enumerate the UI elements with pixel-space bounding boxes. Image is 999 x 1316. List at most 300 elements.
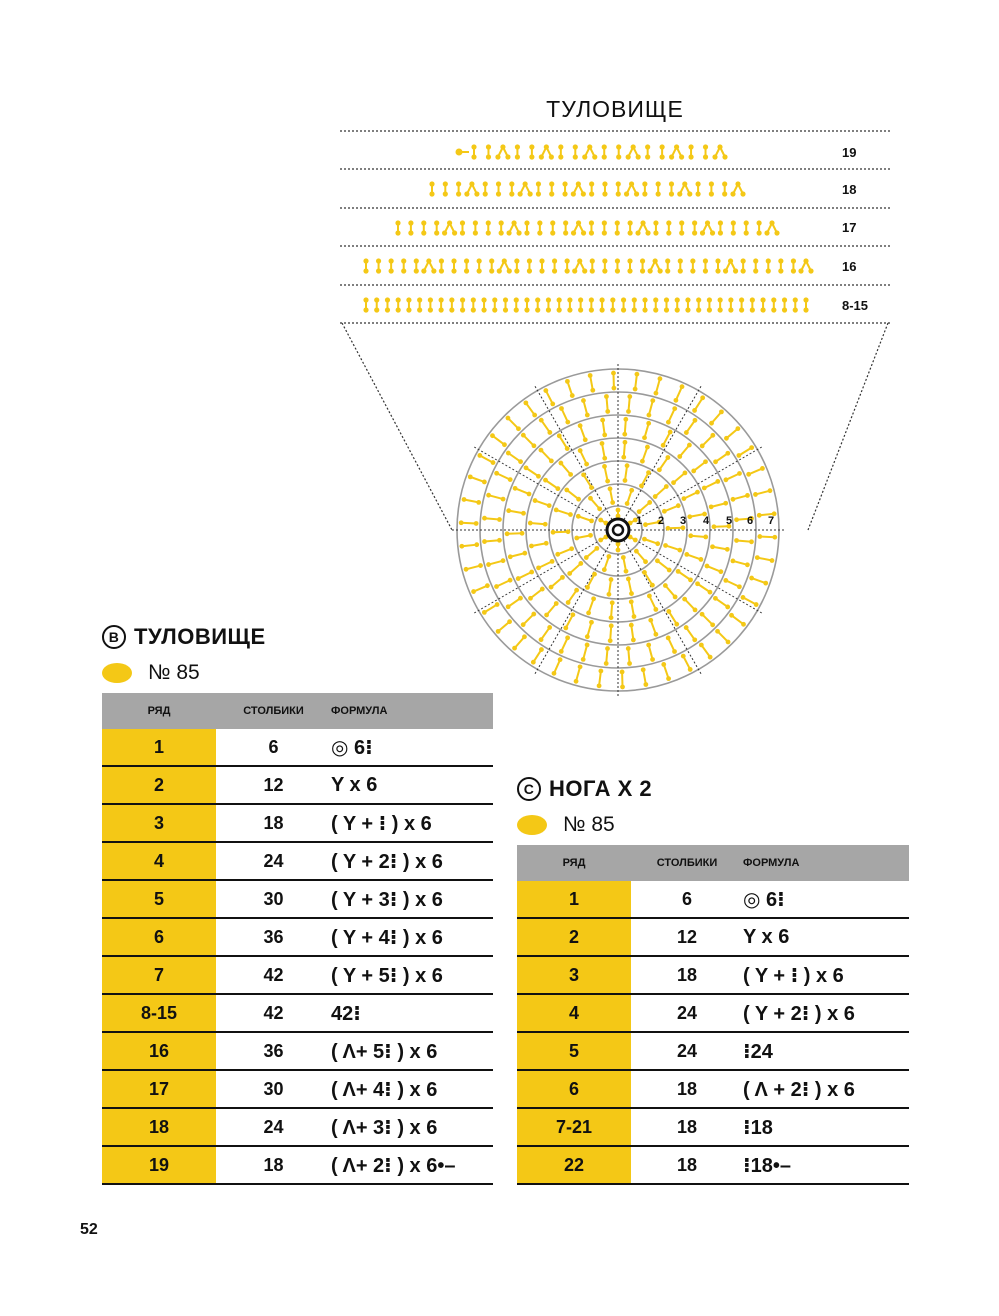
section-b-title [102,624,266,650]
single-crochet-icon [640,258,645,273]
single-crochet-icon [599,297,604,312]
stitches-cell: 18 [631,1070,743,1108]
single-crochet-icon [449,297,454,312]
round-stitch-icon [620,670,625,690]
round-stitch-icon [578,423,588,442]
decrease-icon [798,258,813,273]
formula-cell: ( Λ+ 2⁝ ) x 6•– [331,1146,493,1184]
row-number-cell: 3 [517,956,631,994]
stitches-cell: 18 [216,804,331,842]
round-stitch-icon [505,531,525,536]
single-crochet-icon [653,297,658,312]
decrease-icon [730,181,745,196]
yarn-swatch-icon [517,815,547,835]
table-row [102,804,493,842]
single-crochet-icon [514,297,519,312]
single-crochet-icon [616,181,621,196]
single-crochet-icon [695,181,700,196]
single-crochet-icon [401,258,406,273]
round-stitch-icon [459,542,479,548]
round-chart [450,362,786,698]
section-c-title-text: НОГА Х 2 [549,776,653,801]
single-crochet-icon [703,144,708,159]
single-crochet-icon [483,181,488,196]
single-crochet-icon [473,220,478,235]
single-crochet-icon [589,181,594,196]
table-row [517,994,909,1032]
single-crochet-icon [590,258,595,273]
round-stitch-icon [581,643,590,662]
single-crochet-icon [690,258,695,273]
header-row: РЯД [517,845,631,881]
ring-label: 3 [680,515,687,527]
single-crochet-icon [492,297,497,312]
row-number-cell: 18 [102,1108,216,1146]
row-number-cell: 4 [102,842,216,880]
round-stitch-icon [633,372,640,392]
formula-cell: ⁝24 [743,1032,909,1070]
round-stitch-icon [647,398,656,417]
single-crochet-icon [628,220,633,235]
decrease-icon [635,220,650,235]
table-row [102,956,493,994]
single-crochet-icon [750,297,755,312]
single-crochet-icon [642,181,647,196]
single-crochet-icon [645,144,650,159]
round-stitch-icon [512,634,527,650]
ring-label: 6 [747,515,754,527]
ring-label: 5 [726,515,733,527]
round-stitch-icon [482,602,500,615]
round-stitch-icon [611,371,616,391]
round-stitch-icon [521,612,536,627]
row-number-cell: 2 [517,918,631,956]
round-stitch-icon [529,541,549,549]
single-crochet-icon [464,258,469,273]
round-stitch-icon [625,488,634,506]
row-number-cell: 1 [517,881,631,918]
table-row [517,1108,909,1146]
round-stitch-icon [684,552,703,562]
header-formula: ФОРМУЛА [331,693,493,729]
round-stitch-icon [609,600,615,620]
round-stitch-icon [715,629,730,644]
single-crochet-icon [715,258,720,273]
formula-cell: ( Λ+ 3⁝ ) x 6 [331,1108,493,1146]
formula-cell: ( Λ+ 5⁝ ) x 6 [331,1032,493,1070]
decrease-icon [582,144,597,159]
round-spoke [618,385,702,530]
single-crochet-icon [688,144,693,159]
round-stitch-icon [642,537,660,546]
round-stitch-icon [623,463,630,483]
table-row [102,918,493,956]
round-stitch-icon [741,595,759,607]
single-crochet-icon [460,297,465,312]
row-number-cell: 5 [517,1032,631,1070]
decrease-icon [571,220,586,235]
row-number-cell: 4 [517,994,631,1032]
round-stitch-icon [608,486,615,505]
single-crochet-icon [557,297,562,312]
single-crochet-icon [615,258,620,273]
single-crochet-icon [731,220,736,235]
table-row [517,1070,909,1108]
single-crochet-icon [550,220,555,235]
stitches-cell: 18 [631,1108,743,1146]
single-crochet-icon [675,297,680,312]
round-stitch-icon [731,493,750,502]
row-number-cell: 2 [102,766,216,804]
round-stitch-icon [468,474,487,484]
single-crochet-icon [679,220,684,235]
round-stitch-icon [604,646,610,666]
single-crochet-icon [669,181,674,196]
single-crochet-icon [718,297,723,312]
round-stitch-icon [558,461,573,477]
single-crochet-icon [395,220,400,235]
stitches-cell: 18 [631,956,743,994]
round-stitch-icon [549,575,565,590]
single-crochet-icon [578,297,583,312]
single-crochet-icon [678,258,683,273]
single-crochet-icon [741,258,746,273]
chart-row-label: 16 [842,259,857,274]
round-stitch-icon [663,583,678,599]
round-stitch-icon [600,418,607,438]
single-crochet-icon [602,144,607,159]
table-row [102,842,493,880]
header-stitches: СТОЛБИКИ [631,845,743,881]
table-header [102,693,493,729]
round-stitch-icon [688,533,708,539]
round-stitch-icon [641,667,648,687]
row-number-cell: 6 [102,918,216,956]
single-crochet-icon [477,258,482,273]
table-row [102,880,493,918]
single-crochet-icon [707,297,712,312]
round-stitch-icon [523,400,537,417]
round-stitch-icon [566,588,579,605]
round-stitch-icon [723,471,741,482]
single-crochet-icon [535,297,540,312]
single-crochet-icon [537,220,542,235]
single-crochet-icon [417,297,422,312]
single-crochet-icon [709,181,714,196]
single-crochet-icon [610,297,615,312]
decrease-icon [764,220,779,235]
single-crochet-icon [739,297,744,312]
round-stitch-icon [516,570,534,581]
single-crochet-icon [602,181,607,196]
round-stitch-icon [464,563,483,572]
decrease-icon [442,220,457,235]
round-stitch-icon [626,646,632,666]
round-stitch-icon [528,521,548,527]
round-stitch-icon [700,612,715,627]
single-crochet-icon [527,258,532,273]
round-stitch-icon [459,520,479,525]
round-stitch-icon [734,538,754,544]
stitches-cell: 24 [631,994,743,1032]
round-stitch-icon [622,417,628,437]
round-stitch-icon [462,497,482,505]
round-stitch-icon [729,613,746,627]
single-crochet-icon [642,297,647,312]
round-stitch-icon [684,418,697,435]
table-row [102,766,493,804]
decrease-icon [539,144,554,159]
round-stitch-icon [724,426,740,440]
stitches-cell: 6 [631,881,743,918]
round-stitch-icon [539,625,552,642]
round-stitch-icon [607,577,614,597]
single-crochet-icon [666,220,671,235]
round-stitch-icon [640,445,650,464]
round-stitch-icon [616,508,621,519]
stitches-cell: 30 [216,880,331,918]
single-crochet-icon [791,258,796,273]
round-stitch-icon [494,578,512,589]
round-stitch-icon [574,533,593,540]
stitches-cell: 42 [216,994,331,1032]
slip-stitch-icon [456,149,470,156]
stitches-cell: 24 [631,1032,743,1070]
round-stitch-icon [753,488,772,497]
single-crochet-icon [363,258,368,273]
single-crochet-icon [685,297,690,312]
single-crochet-icon [778,258,783,273]
round-stitch-icon [648,618,658,637]
chart-row-label: 19 [842,145,857,160]
formula-cell: ( Y + 4⁝ ) x 6 [331,918,493,956]
single-crochet-icon [486,144,491,159]
round-stitch-icon [564,488,581,502]
round-stitch-icon [705,564,724,574]
round-stitch-icon [677,443,691,459]
round-stitch-icon [639,470,651,488]
round-stitch-icon [471,583,490,594]
page-number: 52 [80,1221,98,1238]
decrease-icon [624,181,639,196]
round-spoke [473,446,618,530]
round-stitch-icon [544,601,558,617]
round-stitch-icon [506,596,523,609]
row-number-cell: 17 [102,1070,216,1108]
single-crochet-icon [562,181,567,196]
single-crochet-icon [589,220,594,235]
decrease-icon [712,144,727,159]
round-stitch-icon [621,555,628,574]
round-stitch-icon [482,538,502,544]
round-stitch-icon [626,577,634,596]
row-number-cell: 19 [102,1146,216,1184]
single-crochet-icon [563,220,568,235]
round-stitch-icon [662,503,681,513]
decrease-icon [497,258,512,273]
decrease-icon [677,181,692,196]
row-number-cell: 6 [517,1070,631,1108]
round-stitch-icon [543,478,560,491]
single-crochet-icon [514,258,519,273]
single-crochet-icon [692,220,697,235]
round-stitch-icon [755,555,775,563]
row-number-cell: 8-15 [102,994,216,1032]
round-stitch-icon [567,561,583,576]
round-stitch-icon [621,440,627,460]
round-stitch-icon [682,597,697,613]
round-stitch-icon [666,406,677,424]
section-c-title [517,776,652,802]
table-row [102,1070,493,1108]
round-stitch-icon [586,596,596,615]
formula-cell: ( Y + 2⁝ ) x 6 [331,842,493,880]
round-stitch-icon [646,643,655,662]
formula-cell: ( Y + 5⁝ ) x 6 [331,956,493,994]
section-c-badge: C [517,777,541,801]
table-row [517,881,909,918]
round-stitch-icon [576,514,594,523]
table-header [517,845,909,881]
single-crochet-icon [602,258,607,273]
round-stitch-icon [506,416,521,431]
table-row [517,1146,909,1184]
formula-cell: Y x 6 [743,918,909,956]
single-crochet-icon [782,297,787,312]
single-crochet-icon [385,297,390,312]
round-stitch-icon [654,376,663,395]
section-c-yarn-number: № 85 [563,813,615,836]
round-stitch-icon [629,623,636,643]
round-stitch-icon [749,576,768,586]
stitches-cell: 36 [216,918,331,956]
projection-line [342,323,452,530]
single-crochet-icon [481,297,486,312]
table-row [102,729,493,766]
decrease-icon [518,181,533,196]
single-crochet-icon [653,220,658,235]
single-crochet-icon [744,220,749,235]
single-crochet-icon [567,297,572,312]
single-crochet-icon [722,181,727,196]
single-crochet-icon [558,144,563,159]
single-crochet-icon [451,258,456,273]
single-crochet-icon [434,220,439,235]
row-number-cell: 7-21 [517,1108,631,1146]
round-stitch-icon [552,657,563,675]
single-crochet-icon [408,220,413,235]
stitches-cell: 6 [216,729,331,766]
round-stitch-icon [539,418,552,435]
round-stitch-icon [746,466,765,477]
round-stitch-icon [626,394,632,414]
single-crochet-icon [803,297,808,312]
single-crochet-icon [549,181,554,196]
formula-cell: ( Y + 2⁝ ) x 6 [743,994,909,1032]
decrease-icon [626,144,641,159]
round-stitch-icon [490,433,507,447]
row-number-cell: 22 [517,1146,631,1184]
round-spoke [534,530,618,675]
single-crochet-icon [660,144,665,159]
round-stitch-icon [709,409,724,425]
table-row [517,918,909,956]
round-stitch-icon [506,451,523,464]
round-stitch-icon [700,433,715,448]
round-stitch-icon [736,445,754,458]
section-c-yarn [517,813,615,837]
ring-label: 2 [658,515,665,527]
single-crochet-icon [615,220,620,235]
single-crochet-icon [757,220,762,235]
single-crochet-icon [439,297,444,312]
round-stitch-icon [528,587,545,601]
single-crochet-icon [766,258,771,273]
round-stitch-icon [597,669,604,689]
single-crochet-icon [664,297,669,312]
round-stitch-icon [663,543,682,552]
single-crochet-icon [443,181,448,196]
round-stitch-icon [629,599,637,619]
round-stitch-icon [554,507,573,516]
row-number-cell: 1 [102,729,216,766]
round-stitch-icon [559,635,570,653]
table-row [102,1146,493,1184]
decrease-icon [464,181,479,196]
single-crochet-icon [627,258,632,273]
single-crochet-icon [509,181,514,196]
round-stitch-icon [713,596,730,609]
single-crochet-icon [632,297,637,312]
section-c-table [517,845,909,1185]
round-stitch-icon [496,619,512,633]
decrease-icon [669,144,684,159]
round-stitch-icon [709,501,728,509]
single-crochet-icon [656,181,661,196]
decrease-icon [648,258,663,273]
decrease-icon [571,181,586,196]
formula-cell: 42⁝ [331,994,493,1032]
section-b-yarn [102,661,200,685]
formula-cell: ◎ 6⁝ [331,729,493,766]
formula-cell: ◎ 6⁝ [743,881,909,918]
decrease-icon [572,258,587,273]
single-crochet-icon [503,297,508,312]
single-crochet-icon [486,220,491,235]
round-stitch-icon [695,581,712,594]
round-stitch-icon [600,441,608,461]
single-crochet-icon [546,297,551,312]
header-formula: ФОРМУЛА [743,845,909,881]
single-crochet-icon [524,220,529,235]
single-crochet-icon [573,144,578,159]
round-stitch-icon [588,373,595,393]
round-stitch-icon [710,544,730,551]
round-stitch-icon [661,662,671,681]
round-stitch-icon [574,664,583,683]
single-crochet-icon [616,144,621,159]
single-crochet-icon [471,297,476,312]
section-b-title-text: ТУЛОВИЩЕ [134,624,266,649]
single-crochet-icon [718,220,723,235]
round-stitch-icon [486,558,505,567]
round-stitch-icon [598,518,608,526]
single-crochet-icon [552,258,557,273]
single-crochet-icon [696,297,701,312]
yarn-swatch-icon [102,663,132,683]
chart-row-label: 17 [842,220,857,235]
table-row [102,1108,493,1146]
